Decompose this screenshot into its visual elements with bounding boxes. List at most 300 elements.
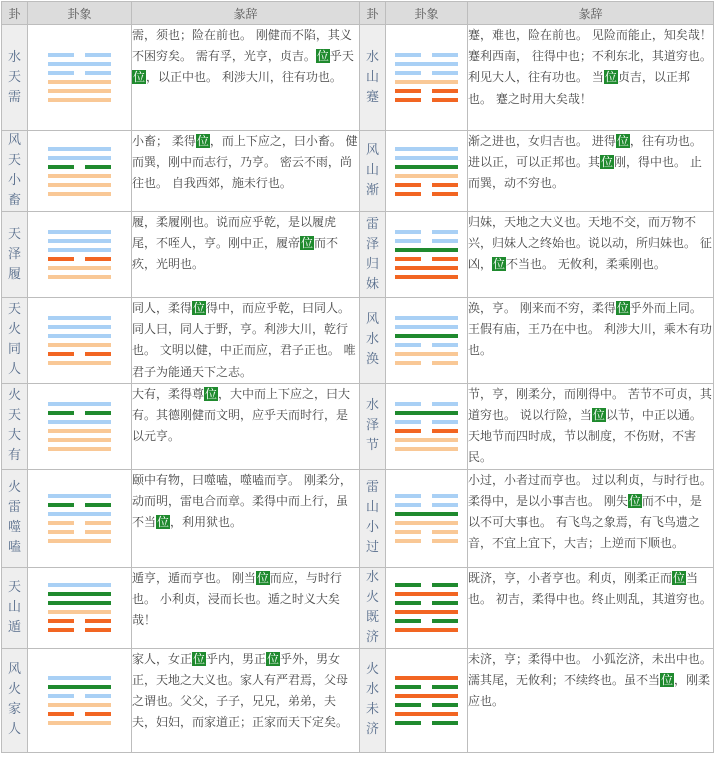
hexagram-lines — [395, 48, 458, 107]
text-segment: 不当也。 无攸利，柔乘刚也。 — [506, 257, 666, 272]
table-row — [2, 131, 714, 212]
yang-line — [48, 539, 111, 543]
yin-line — [395, 402, 458, 406]
yin-line — [395, 343, 458, 347]
yang-line — [395, 334, 458, 338]
line-segment — [48, 676, 111, 680]
hexagram-name — [2, 25, 28, 131]
line-segment — [48, 447, 111, 451]
table-row — [2, 567, 714, 648]
hexagram-name-char: 天 — [7, 226, 21, 242]
yang-line — [395, 694, 458, 698]
hexagram-figure — [386, 131, 468, 212]
hexagram-name-char: 火 — [365, 662, 379, 678]
hexagram-name — [2, 298, 28, 384]
line-segment — [395, 521, 458, 525]
yin-line — [395, 685, 458, 689]
line-segment — [395, 192, 421, 196]
line-segment — [395, 257, 421, 261]
highlight-wei: 位 — [193, 301, 206, 315]
header-guaxiang: 卦象 — [386, 2, 468, 25]
highlight-wei: 位 — [601, 155, 614, 170]
hexagram-name — [2, 648, 28, 752]
yang-line — [395, 447, 458, 451]
line-segment — [48, 619, 74, 623]
text-segment: 乎天 — [329, 49, 354, 64]
yin-line — [395, 494, 458, 498]
line-segment — [48, 512, 111, 516]
yin-line — [395, 183, 458, 187]
line-segment — [395, 71, 421, 75]
line-segment — [48, 628, 74, 632]
hexagram-name-char: 畜 — [7, 193, 21, 208]
line-segment — [48, 420, 111, 424]
hexagram-lines — [48, 578, 111, 637]
text-segment: 归妹，天地之大义也。天地不交，而万物不兴，归妹人之终始也。说以动，所归妹也。 征凶， — [468, 215, 712, 272]
table-row — [2, 25, 714, 131]
line-segment — [85, 619, 111, 623]
line-segment — [432, 361, 458, 365]
line-segment — [85, 521, 111, 525]
text-segment: ，利用狱也。 — [170, 515, 243, 530]
hexagram-name-char: 火 — [7, 682, 21, 698]
highlight-wei: 位 — [301, 236, 314, 251]
hexagram-figure — [386, 212, 468, 298]
line-segment — [432, 530, 458, 534]
yin-line — [395, 192, 458, 196]
line-segment — [395, 712, 458, 716]
yang-line — [48, 512, 111, 516]
hexagram-name — [360, 469, 386, 567]
line-segment — [432, 230, 458, 234]
yin-line — [48, 503, 111, 507]
text-segment: ，往有功也。进以正，可以正邦也。其 — [468, 134, 702, 170]
line-segment — [432, 192, 458, 196]
text-segment: 履，柔履刚也。说而应乎乾，是以履虎尾，不咥人，亨。刚中正，履帝 — [132, 215, 337, 251]
hexagram-figure — [386, 469, 468, 567]
line-segment — [48, 192, 111, 196]
line-segment — [395, 703, 421, 707]
yang-line — [395, 62, 458, 66]
line-segment — [48, 685, 111, 689]
line-segment — [395, 583, 421, 587]
hexagram-name-char: 有 — [7, 448, 21, 464]
text-segment: 大有，柔得尊 — [132, 386, 205, 401]
yang-line — [395, 512, 458, 516]
yang-line — [395, 592, 458, 596]
hexagram-figure — [28, 131, 132, 212]
tuanci-text — [468, 298, 714, 384]
hexagram-name-char: 雷 — [7, 500, 21, 516]
line-segment — [85, 712, 111, 716]
line-segment — [395, 539, 421, 543]
line-segment — [85, 628, 111, 632]
highlight-wei: 位 — [616, 134, 629, 148]
yin-line — [48, 411, 111, 415]
tuanci-text — [132, 469, 360, 567]
yang-line — [395, 676, 458, 680]
hexagram-name-char: 归 — [365, 256, 379, 272]
hexagram-name-char: 渐 — [365, 183, 379, 198]
hexagram-figure — [28, 298, 132, 384]
line-segment — [48, 156, 111, 160]
yin-line — [48, 619, 111, 623]
tuanci-text — [132, 25, 360, 131]
line-segment — [395, 62, 458, 66]
yin-line — [48, 694, 111, 698]
line-segment — [395, 183, 421, 187]
hexagram-name — [2, 383, 28, 469]
line-segment — [395, 334, 458, 338]
hexagram-name — [360, 131, 386, 212]
line-segment — [395, 685, 421, 689]
tuanci-text — [132, 131, 360, 212]
yin-line — [395, 721, 458, 725]
line-segment — [48, 361, 111, 365]
line-segment — [395, 98, 421, 102]
hexagram-name-char: 嗑 — [7, 540, 21, 556]
highlight-wei: 位 — [616, 301, 629, 315]
hexagram-name-char: 水 — [365, 682, 379, 698]
highlight-wei: 位 — [493, 257, 506, 272]
hexagram-name-char: 火 — [7, 322, 21, 338]
yang-line — [395, 352, 458, 356]
yin-line — [395, 539, 458, 543]
yang-line — [48, 429, 111, 433]
hexagram-lines — [48, 397, 111, 456]
line-segment — [395, 402, 421, 406]
line-segment — [48, 592, 111, 596]
highlight-wei: 位 — [661, 673, 674, 688]
yang-line — [48, 147, 111, 151]
line-segment — [48, 503, 74, 507]
hexagram-name-char: 天 — [7, 69, 21, 85]
line-segment — [395, 601, 421, 605]
line-segment — [395, 230, 421, 234]
line-segment — [85, 71, 111, 75]
hexagram-name-char: 济 — [365, 629, 379, 645]
line-segment — [48, 89, 111, 93]
line-segment — [395, 721, 421, 725]
hexagram-name-char: 水 — [365, 332, 379, 348]
hexagram-lines — [48, 671, 111, 730]
highlight-wei: 位 — [267, 651, 280, 666]
yang-line — [395, 316, 458, 320]
yang-line — [48, 334, 111, 338]
line-segment — [432, 98, 458, 102]
hexagram-lines — [48, 225, 111, 284]
table-row — [2, 648, 714, 752]
yang-line — [48, 676, 111, 680]
yin-line — [48, 712, 111, 716]
line-segment — [395, 592, 458, 596]
hexagram-table — [1, 1, 714, 753]
hexagram-figure — [28, 383, 132, 469]
hexagram-name-char: 人 — [7, 722, 21, 738]
text-segment: 刚，得中也。 止而巽，动不穷也。 — [468, 155, 702, 191]
header-guaxiang: 卦象 — [28, 2, 132, 25]
hexagram-name-char: 遁 — [7, 619, 21, 635]
yang-line — [48, 325, 111, 329]
line-segment — [432, 183, 458, 187]
text-segment: 乎外，男女正，天地之大义也。家人有严君焉，父母之谓也。父父，子子，兄兄，弟弟，夫夫，妇妇，而家道正；正家而天下定矣。 — [132, 651, 349, 730]
hexagram-name-char: 妹 — [365, 276, 379, 292]
yin-line — [395, 583, 458, 587]
line-segment — [48, 583, 111, 587]
line-segment — [395, 325, 458, 329]
text-segment: 渐之进也，女归吉也。 进得 — [468, 134, 616, 148]
yang-line — [48, 156, 111, 160]
line-segment — [48, 325, 111, 329]
yin-line — [48, 530, 111, 534]
line-segment — [395, 619, 421, 623]
text-segment: 小过，小者过而亨也。 过以利贞，与时行也。 柔得中，是以小事吉也。 刚失 — [468, 472, 712, 509]
line-segment — [432, 583, 458, 587]
yang-line — [48, 248, 111, 252]
line-segment — [432, 89, 458, 93]
hexagram-name-char: 山 — [365, 69, 379, 85]
yin-line — [395, 239, 458, 243]
line-segment — [432, 343, 458, 347]
yang-line — [48, 721, 111, 725]
tuanci-text — [132, 383, 360, 469]
hexagram-figure — [28, 25, 132, 131]
yin-line — [395, 98, 458, 102]
hexagram-name-char: 火 — [365, 589, 379, 605]
tuanci-text — [468, 131, 714, 212]
text-segment: 当也。 初吉，柔得中也。终止则乱，其道穷也。 — [468, 570, 712, 607]
table-row — [2, 298, 714, 384]
line-segment — [85, 694, 111, 698]
line-segment — [432, 703, 458, 707]
text-segment: 而不疚，光明也。 — [132, 236, 339, 272]
hexagram-figure — [28, 648, 132, 752]
line-segment — [395, 429, 421, 433]
line-segment — [85, 53, 111, 57]
header-gua: 卦 — [2, 2, 28, 25]
line-segment — [85, 411, 111, 415]
hexagram-name-char: 未 — [365, 702, 379, 718]
line-segment — [395, 494, 421, 498]
yang-line — [395, 174, 458, 178]
hexagram-name — [2, 567, 28, 648]
yin-line — [48, 521, 111, 525]
yin-line — [48, 71, 111, 75]
hexagram-name-char: 山 — [7, 599, 21, 615]
yang-line — [48, 275, 111, 279]
yin-line — [48, 165, 111, 169]
yang-line — [48, 192, 111, 196]
yin-line — [395, 257, 458, 261]
hexagram-figure — [28, 212, 132, 298]
yang-line — [395, 411, 458, 415]
line-segment — [432, 257, 458, 261]
yang-line — [395, 248, 458, 252]
hexagram-name-char: 天 — [7, 408, 21, 424]
line-segment — [432, 71, 458, 75]
text-segment: 蹇，难也，险在前也。 见险而能止，知矣哉！蹇利西南， 往得中也；不利东北，其道穷也。 利见大人，往有功也。 当 — [468, 28, 712, 85]
yang-line — [48, 174, 111, 178]
hexagram-lines — [48, 48, 111, 107]
line-segment — [395, 53, 421, 57]
hexagram-lines — [395, 142, 458, 201]
hexagram-name-char: 泽 — [365, 236, 379, 252]
hexagram-figure — [386, 567, 468, 648]
text-segment: 小畜； 柔得 — [132, 134, 196, 148]
hexagram-name-char: 山 — [365, 163, 379, 178]
text-segment: ，而上下应之，曰小畜。 健而巽，刚中而志行，乃亨。 密云不雨，尚往也。 自我西郊，施未行也。 — [132, 134, 358, 191]
line-segment — [432, 685, 458, 689]
yang-line — [395, 628, 458, 632]
line-segment — [48, 343, 111, 347]
line-segment — [48, 539, 111, 543]
hexagram-name-char: 过 — [365, 540, 379, 556]
hexagram-name — [360, 298, 386, 384]
yang-line — [48, 343, 111, 347]
yang-line — [48, 420, 111, 424]
line-segment — [48, 694, 74, 698]
hexagram-name-char: 人 — [7, 362, 21, 378]
yin-line — [48, 628, 111, 632]
hexagram-name-char: 风 — [365, 312, 379, 328]
line-segment — [395, 411, 458, 415]
tuanci-text — [468, 383, 714, 469]
tuanci-text — [468, 469, 714, 567]
line-segment — [395, 610, 458, 614]
line-segment — [48, 275, 111, 279]
text-segment: 同人，柔得 — [132, 301, 193, 315]
line-segment — [48, 721, 111, 725]
text-segment: 涣，亨。 刚来而不穷，柔得 — [468, 301, 616, 315]
text-segment: ，刚柔应也。 — [468, 673, 711, 709]
table-row — [2, 212, 714, 298]
text-segment: 未济，亨；柔得中也。 小狐汔济，未出中也。 濡其尾，无攸利；不续终也。虽不当 — [468, 651, 712, 688]
yang-line — [48, 685, 111, 689]
line-segment — [85, 352, 111, 356]
line-segment — [48, 712, 74, 716]
hexagram-figure — [386, 648, 468, 752]
hexagram-name-char: 小 — [365, 520, 379, 536]
hexagram-name-char: 雷 — [365, 480, 379, 496]
yang-line — [48, 494, 111, 498]
yang-line — [48, 239, 111, 243]
table-row — [2, 469, 714, 567]
line-segment — [48, 80, 111, 84]
hexagram-name-char: 济 — [365, 722, 379, 738]
line-segment — [395, 447, 458, 451]
yang-line — [48, 266, 111, 270]
hexagram-name — [2, 469, 28, 567]
hexagram-name — [2, 131, 28, 212]
line-segment — [395, 316, 458, 320]
hexagram-name-char: 风 — [365, 143, 379, 158]
line-segment — [395, 89, 421, 93]
hexagram-name-char: 天 — [7, 302, 21, 318]
line-segment — [395, 80, 458, 84]
line-segment — [395, 503, 421, 507]
line-segment — [395, 512, 458, 516]
line-segment — [395, 343, 421, 347]
line-segment — [395, 628, 458, 632]
hexagram-figure — [386, 383, 468, 469]
line-segment — [432, 601, 458, 605]
hexagram-name-char: 天 — [7, 579, 21, 595]
tuanci-text — [132, 648, 360, 752]
hexagram-name — [2, 212, 28, 298]
line-segment — [395, 156, 458, 160]
text-segment: 乎外而上同。 王假有庙，王乃在中也。 利涉大川，乘木有功也。 — [468, 301, 712, 358]
line-segment — [395, 174, 458, 178]
line-segment — [432, 239, 458, 243]
yin-line — [395, 503, 458, 507]
line-segment — [48, 248, 111, 252]
hexagram-lines — [48, 142, 111, 201]
yin-line — [395, 429, 458, 433]
hexagram-lines — [48, 311, 111, 370]
text-segment: 贞吉，以正邦也。 蹇之时用大矣哉！ — [468, 70, 690, 106]
hexagram-name-char: 需 — [7, 89, 21, 105]
text-segment: ，以正中也。 利涉大川，往有功也。 — [146, 70, 342, 85]
line-segment — [48, 438, 111, 442]
hexagram-name-char: 同 — [7, 342, 21, 358]
line-segment — [432, 402, 458, 406]
line-segment — [85, 165, 111, 169]
line-segment — [48, 98, 111, 102]
line-segment — [395, 147, 458, 151]
line-segment — [432, 429, 458, 433]
line-segment — [48, 239, 111, 243]
yang-line — [395, 610, 458, 614]
line-segment — [432, 539, 458, 543]
hexagram-figure — [386, 298, 468, 384]
highlight-wei: 位 — [133, 70, 146, 85]
line-segment — [48, 257, 74, 261]
hexagram-name-char: 水 — [7, 49, 21, 65]
line-segment — [395, 352, 458, 356]
hexagram-name — [360, 648, 386, 752]
text-segment: 而应，与时行也。 小利贞，浸而长也。遁之时义大矣哉！ — [132, 570, 342, 628]
yin-line — [48, 257, 111, 261]
line-segment — [48, 530, 74, 534]
tuanci-text — [132, 212, 360, 298]
line-segment — [395, 420, 421, 424]
text-segment: 遁亨，遁而亨也。 刚当 — [132, 570, 256, 585]
hexagram-name — [360, 212, 386, 298]
line-segment — [48, 53, 74, 57]
line-segment — [48, 610, 111, 614]
highlight-wei: 位 — [673, 570, 686, 585]
text-segment: 既济，亨，小者亨也。利贞，刚柔正而 — [468, 570, 673, 585]
line-segment — [48, 230, 111, 234]
yang-line — [48, 610, 111, 614]
hexagram-lines — [395, 489, 458, 548]
yin-line — [395, 71, 458, 75]
hexagram-lines — [395, 671, 458, 730]
hexagram-figure — [28, 469, 132, 567]
yin-line — [395, 619, 458, 623]
hexagram-name-char: 小 — [7, 173, 21, 188]
yang-line — [48, 183, 111, 187]
hexagram-name-char: 火 — [7, 480, 21, 496]
line-segment — [48, 352, 74, 356]
line-segment — [395, 694, 458, 698]
line-segment — [395, 676, 458, 680]
tuanci-text — [468, 212, 714, 298]
yang-line — [395, 266, 458, 270]
line-segment — [48, 429, 111, 433]
highlight-wei: 位 — [316, 49, 329, 64]
line-segment — [48, 62, 111, 66]
